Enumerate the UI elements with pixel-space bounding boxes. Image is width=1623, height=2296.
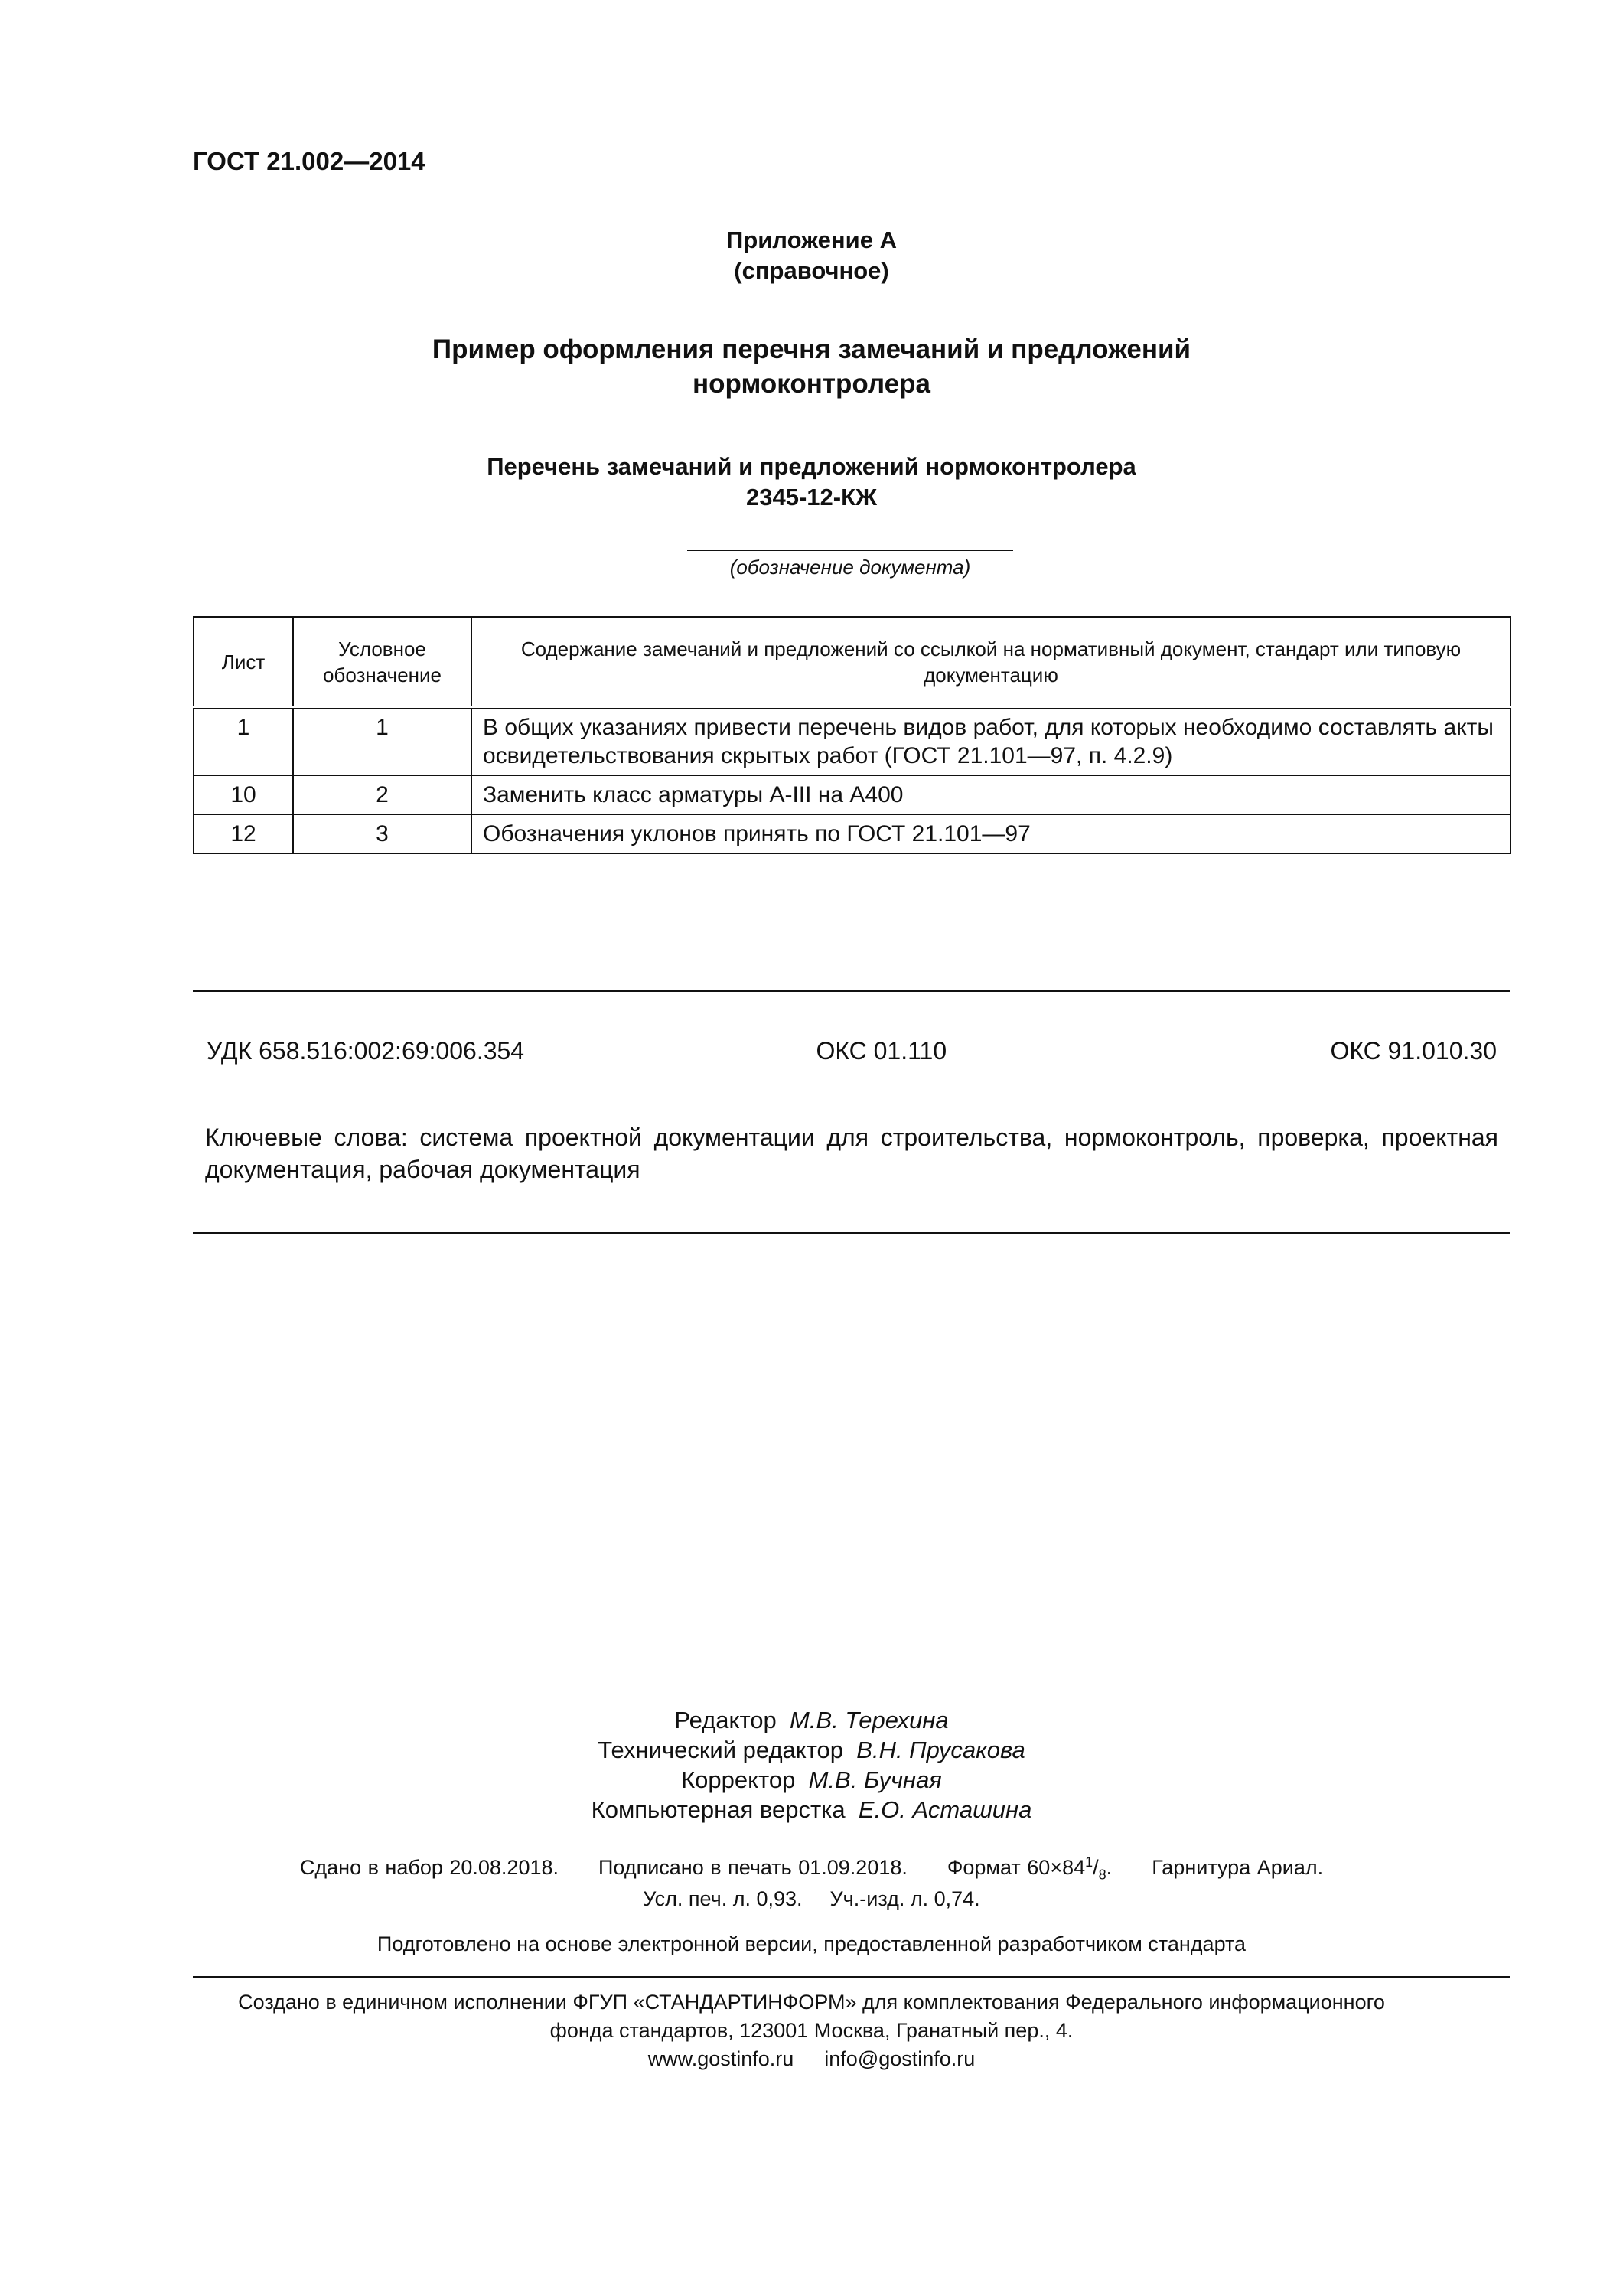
- credits-block: [0, 1705, 1623, 1825]
- prepared-note: Подготовлено на основе электронной версии, предоставленной разработчиком стандарта: [376, 1932, 1247, 1955]
- table-row: [194, 775, 1511, 814]
- remarks-table: [193, 616, 1511, 854]
- appendix-heading: [0, 225, 1623, 286]
- credit-tech-editor: Технический редактор В.Н. Прусакова: [598, 1737, 1025, 1763]
- cell-symbol: 1: [293, 707, 471, 775]
- paper-format: Формат $60\times 84^1/_8$.: [947, 1854, 1113, 1883]
- email-link[interactable]: info@gostinfo.ru: [824, 2047, 976, 2070]
- signed-date: Подписано в печать 01.09.2018.: [598, 1856, 908, 1879]
- publisher-links: [0, 2045, 1623, 2073]
- oks-code-1: ОКС 01.110: [816, 1037, 947, 1065]
- appendix-title-line2: нормоконтролера: [693, 369, 930, 399]
- appendix-title-line1: Пример оформления перечня замечаний и предложений: [432, 334, 1191, 364]
- cell-symbol: 3: [293, 814, 471, 853]
- standard-number: ГОСТ 21.002—2014: [193, 147, 425, 175]
- cell-content: Обозначения уклонов принять по ГОСТ 21.101—97: [471, 814, 1511, 853]
- typeset-date: Сдано в набор 20.08.2018.: [299, 1856, 559, 1879]
- cell-sheet: 12: [194, 814, 293, 853]
- cell-symbol: 2: [293, 775, 471, 814]
- cell-sheet: 1: [194, 707, 293, 775]
- typeface: Гарнитура Ариал.: [1152, 1856, 1324, 1879]
- divider-footer: [193, 1976, 1510, 1978]
- appendix-title: [0, 332, 1623, 401]
- keywords: Ключевые слова: система проектной документации для строительства, нормоконтроль, проверка, проектная документация, рабочая документация: [205, 1124, 1498, 1183]
- cell-content: Заменить класс арматуры А-III на А400: [471, 775, 1511, 814]
- website-link[interactable]: www.gostinfo.ru: [647, 2047, 794, 2070]
- udk-code: УДК 658.516:002:69:006.354: [207, 1037, 525, 1065]
- table-header-row: [194, 617, 1511, 707]
- publisher-line-2: фонда стандартов, 123001 Москва, Гранатный пер., 4.: [549, 2019, 1074, 2042]
- document-designation-caption: (обозначение документа): [729, 556, 971, 579]
- oks-code-2: ОКС 91.010.30: [1330, 1037, 1497, 1065]
- cell-content: В общих указаниях привести перечень видов работ, для которых необходимо составлять акты освидетельствования скрытых работ (ГОСТ 21.101—97, п. 4.2.9): [471, 707, 1511, 775]
- credit-editor: Редактор М.В. Терехина: [674, 1707, 949, 1733]
- header-content: Содержание замечаний и предложений со ссылкой на нормативный документ, стандарт или типовую документацию: [471, 617, 1511, 707]
- document-code: 2345-12-КЖ: [745, 484, 878, 510]
- imprint-line-2: [0, 1887, 1623, 1911]
- publisher-line-1: Создано в единичном исполнении ФГУП «СТАНДАРТИНФОРМ» для комплектования Федерального информационного: [238, 1991, 1385, 2014]
- document-designation-line: [687, 550, 1013, 551]
- divider-top: [193, 990, 1510, 992]
- cell-sheet: 10: [194, 775, 293, 814]
- table-row: [194, 707, 1511, 775]
- publishing-sheets: Уч.-изд. л. 0,74.: [829, 1887, 980, 1910]
- remarks-list-heading: [0, 452, 1623, 513]
- remarks-list-title: Перечень замечаний и предложений нормоконтролера: [487, 453, 1136, 480]
- publisher-info: [0, 1988, 1623, 2073]
- imprint-line-1: [0, 1854, 1623, 1883]
- header-symbol: Условное обозначение: [293, 617, 471, 707]
- print-sheets: Усл. печ. л. 0,93.: [643, 1887, 803, 1910]
- credit-corrector: Корректор М.В. Бучная: [681, 1766, 942, 1793]
- appendix-type: (справочное): [734, 257, 889, 284]
- divider-bottom: [193, 1232, 1510, 1234]
- classification-row: [207, 1037, 1497, 1065]
- appendix-label: Приложение А: [726, 227, 897, 253]
- credit-layout: Компьютерная верстка Е.О. Асташина: [591, 1796, 1032, 1823]
- table-row: [194, 814, 1511, 853]
- header-sheet: Лист: [194, 617, 293, 707]
